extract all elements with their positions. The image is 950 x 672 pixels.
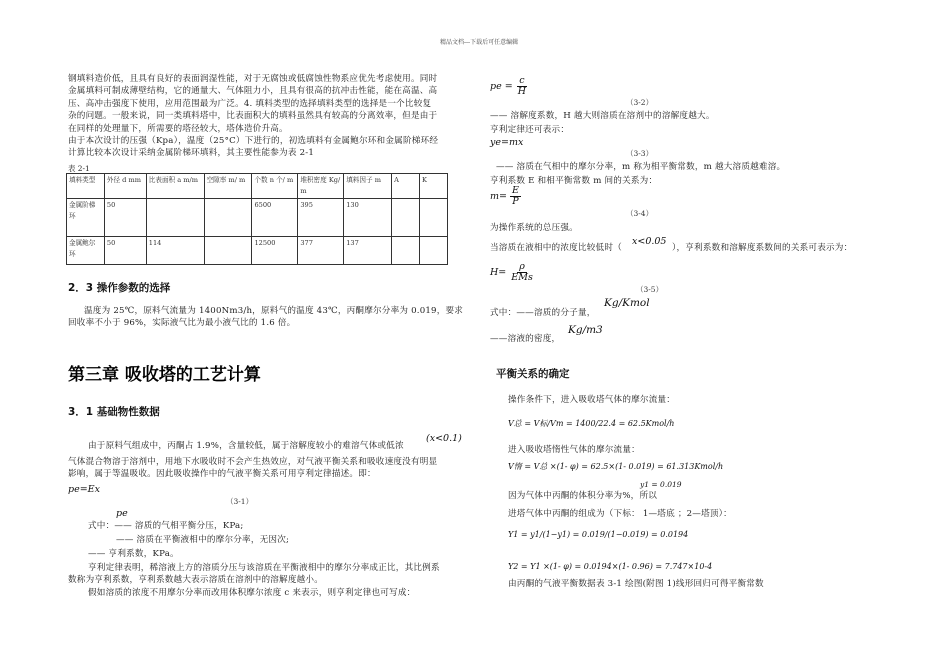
condition-value: x<0.1 [429,433,459,444]
text-line: 由于本次设计的压强（Kpa），温度（25°C）下进行的，初选填料有金属鲍尔环和金属阶梯环经 [68,136,439,147]
equation-Y2: Y2 = Y1 ×(1- φ) = 0.0194×(1- 0.96) = 7.747×10-4 [508,562,713,571]
table-cell: 12500 [252,237,298,265]
equation-number: （3-1） [226,497,254,506]
text-line: 操作条件下，进入吸收塔气体的摩尔流量： [508,395,676,405]
condition-x-lt-0-1: (x<0.1) [426,433,462,444]
table-header-cell: 堆积密度 Kg/ m [298,174,344,199]
equation-number: （3-5） [636,285,664,294]
table-cell [392,237,420,265]
equation-number: （3-2） [626,98,654,107]
eq-lhs: m= [490,191,507,202]
text-line: 气体混合物溶于溶剂中，用地下水吸收时不会产生热效应，对气液平衡关系和吸收速度没有明显 [68,457,438,467]
text-line: 进塔气体中丙酮的组成为（下标： 1—塔底 ；2—塔顶）： [508,509,732,519]
fraction-denominator: H [517,86,527,97]
equation-Y1: Y1 = y1/(1−y1) = 0.019/(1−0.019) = 0.0194 [508,530,689,539]
table-header-cell: 个数 n 个/ m [252,174,298,199]
table-row [67,237,448,265]
table-cell [392,199,420,237]
fraction [516,76,528,97]
equation-3-4 [490,186,521,207]
text-line: 式中：——溶质的分子量， [490,308,596,318]
text-line: 温度为 25℃，原料气流量为 1400Nm3/h，原料气的温度 43℃，丙酮摩尔分率为 0.019，要求 [84,306,464,316]
equation-3-3: ye=mx [490,137,524,148]
intro-paragraph [68,73,438,160]
packing-table [66,173,448,265]
fraction [510,186,521,207]
text-line: 由于原料气组成中，丙酮占 1.9%，含量较低，属于溶解度较小的难溶气体或低浓 [88,441,404,451]
table-row [67,199,448,237]
equation-total-flow: V总 = V标/Vm = 1400/22.4 = 62.5Kmol/h [508,419,675,428]
equation-3-5 [490,262,535,283]
where-line: —— 亨利系数，KPa。 [88,549,179,559]
table-cell [204,199,252,237]
fraction [509,262,535,283]
equation-number: （3-4） [626,209,654,218]
text-line: 影响，属于等温吸收。因此吸收操作中的气液平衡关系可用亨利定律描述。即： [68,469,376,480]
text-line: 由丙酮的气液平衡数据表 3-1 绘图(附图 1)线形回归可得平衡常数 [508,579,764,589]
where-line: 式中：—— 溶质的气相平衡分压，KPa; [88,521,244,531]
condition-x-lt-0-05: x<0.05 [632,236,667,247]
text-line: 杂的问题。一般来说，同一类填料塔中，比表面积大的填料虽然具有较高的分离效率，但是由于 [68,111,438,122]
text-line: —— 溶质在气相中的摩尔分率，m 称为相平衡常数，m 越大溶质越难溶。 [496,162,786,172]
section-heading-3-1: 3．1 基础物性数据 [68,406,160,418]
text-line: 亨利定律还可表示： [490,125,570,135]
table-header-cell: 填料因子 m [344,174,392,199]
fraction-numerator: ρ [519,261,525,272]
equation-inert-flow: V惰 = V总 ×(1- φ) = 62.5×(1- 0.019) = 61.313Kmol/h [508,462,724,471]
text-line: 亨利定律表明，稀溶液上方的溶质分压与该溶质在平衡液相中的摩尔分率成正比，其比例系 [88,563,440,573]
text-line: 亨利系数 E 和相平衡常数 m 间的关系为： [490,176,658,186]
equation-3-2: pe = $\frac{c}{H}$ [490,75,527,97]
text-line: 数称为亨利系数，亨利系数越大表示溶质在溶剂中的溶解度越小。 [68,575,324,586]
table-cell [420,237,448,265]
text-line: —— 溶解度系数，H 越大则溶质在溶剂中的溶解度越大。 [490,111,715,121]
text-line: 金属填料可制成薄壁结构，它的通量大、气体阻力小，且具有很高的抗冲击性能，能在高温、高 [68,86,438,97]
table-header-cell: 外径 d mm [104,174,146,199]
text-line: ——溶液的密度， [490,334,561,344]
table-header-cell: A [392,174,420,199]
text-line: 假如溶质的浓度不用摩尔分率而改用体积摩尔浓度 c 来表示，则亨利定律也可写成： [88,587,416,598]
table-header-cell: 比表面积 a m/m [146,174,204,199]
table-cell: 114 [146,237,204,265]
fraction-denominator: EMs [511,272,533,283]
eq-lhs: pe [490,81,502,92]
table-cell [146,199,204,237]
table-cell: 50 [104,199,146,237]
fraction-numerator: c [519,75,525,86]
text-line: 在同样的处理量下，所需要的塔径较大，塔体造价升高。 [68,123,288,134]
gas-mixture-paragraph [68,456,437,481]
page-header: 精品文档---下载后可任意编辑 [440,39,519,46]
table-cell: 130 [344,199,392,237]
section-heading-balance: 平衡关系的确定 [496,368,570,380]
text-line: 进入吸收塔惰性气体的摩尔流量： [508,445,640,455]
unit-kg-per-m3: Kg/m3 [568,324,603,336]
text-line: 因为气体中丙酮的体积分率为%，所以 [508,491,658,501]
table-cell: 395 [298,199,344,237]
symbol-pe: pe [116,508,128,519]
table-cell: 6500 [252,199,298,237]
eq-lhs: H= [490,267,507,278]
operating-params-paragraph [68,305,463,330]
text-line: 为操作系统的总压强。 [490,223,578,233]
table-cell [204,237,252,265]
text-line: ），亨利系数和溶解度系数间的关系可表示为： [672,243,853,253]
text-line: 压、高冲击强度下使用，应用范围最为广泛。4. 填料类型的选择填料类型的选择是一个比较复 [68,98,432,109]
table-header-row [67,174,448,199]
chapter-title: 第三章 吸收塔的工艺计算 [68,365,261,385]
text-line: 计算比较本次设计采纳金属阶梯环填料，其主要性能参为表 2-1 [68,148,315,159]
table-cell: 50 [104,237,146,265]
unit-kg-per-kmol: Kg/Kmol [604,297,650,309]
fraction-numerator: E [512,185,519,196]
table-cell: 金属阶梯环 [67,199,105,237]
table-caption: 表 2-1 [68,164,90,173]
equation-number: （3-3） [626,149,654,158]
table-cell: 137 [344,237,392,265]
table-header-cell: K [420,174,448,199]
text-line: 钢填料造价低，且具有良好的表面润湿性能，对于无腐蚀或低腐蚀性物系应优先考虑使用。同时 [68,74,438,84]
table-header-cell: 填料类型 [67,174,105,199]
table-cell [420,199,448,237]
table-header-cell: 空隙率 m/ m [204,174,252,199]
text-line: 当溶质在液相中的浓度比较低时（ [490,243,622,253]
table-cell: 377 [298,237,344,265]
fraction-denominator: P [512,196,519,207]
equation-y1: y1 = 0.019 [640,480,682,489]
henry-law-paragraph [68,562,440,599]
table-cell: 金属鲍尔环 [67,237,105,265]
text-line: 回收率不小于 96%，实际液气比为最小液气比的 1.6 倍。 [68,318,296,329]
equation-3-1: pe=Ex [68,484,100,495]
where-line: —— 溶质在平衡液相中的摩尔分率，无因次; [116,535,290,545]
section-heading-2-3: 2．3 操作参数的选择 [68,282,171,294]
